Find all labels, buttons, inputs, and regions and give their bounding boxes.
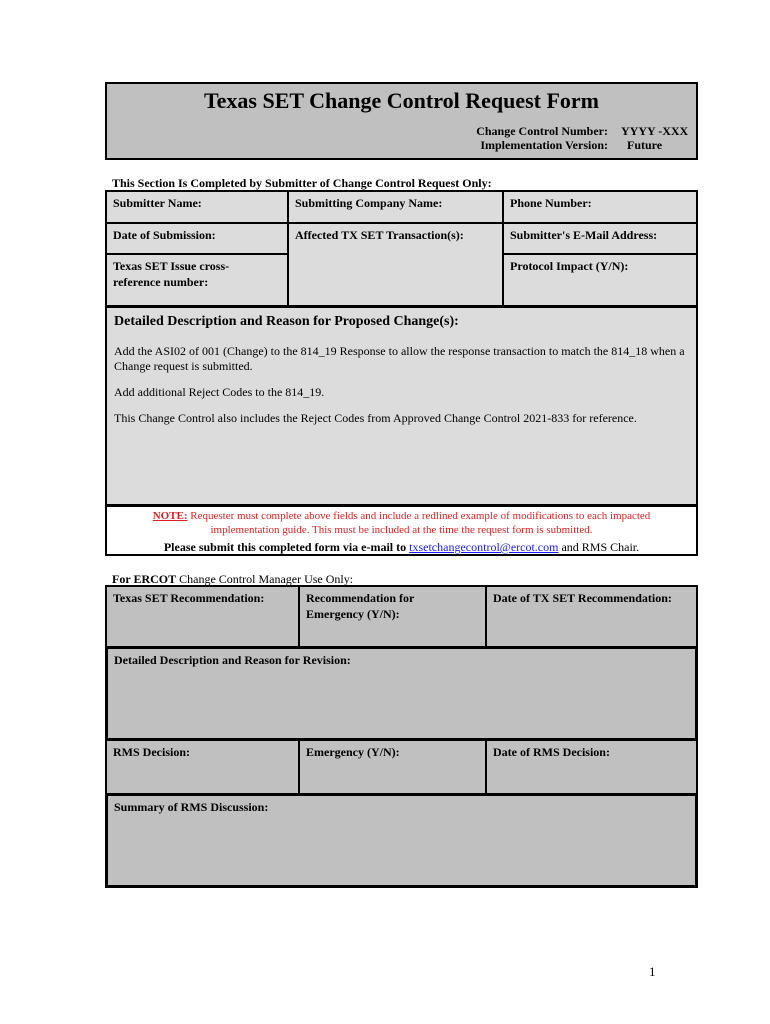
tx-set-recommendation-field[interactable] <box>106 586 299 647</box>
date-submission-field[interactable] <box>106 223 288 254</box>
email-address-field[interactable] <box>503 223 697 254</box>
affected-transactions-label: Affected TX SET Transaction(s): <box>295 228 464 242</box>
note-text <box>147 509 656 537</box>
protocol-impact-label: Protocol Impact (Y/N): <box>510 259 629 273</box>
section1-caption: This Section Is Completed by Submitter of Change Control Request Only: <box>112 176 492 190</box>
implementation-version-label: Implementation Version: <box>480 138 608 152</box>
revision-description-label: Detailed Description and Reason for Revision: <box>114 653 351 667</box>
note-label: NOTE: <box>152 510 188 522</box>
date-rms-decision-label: Date of RMS Decision: <box>493 745 610 759</box>
emergency-field[interactable] <box>299 740 486 794</box>
submit-email-link[interactable]: txsetchangecontrol@ercot.com <box>409 540 559 554</box>
page-number: 1 <box>649 964 656 979</box>
implementation-version-value: Future <box>627 138 663 152</box>
submit-instructions <box>107 540 696 555</box>
emergency-label: Emergency (Y/N): <box>306 745 400 759</box>
description-paragraph-3: This Change Control also includes the Reject Codes from Approved Change Control 2021-833 for reference. <box>114 411 637 425</box>
date-tx-set-recommendation-label: Date of TX SET Recommendation: <box>493 591 672 605</box>
change-control-number-value: YYYY -XXX <box>621 124 689 138</box>
rms-decision-field[interactable] <box>106 740 299 794</box>
section2-caption-rest: Change Control Manager Use Only: <box>176 572 354 586</box>
issue-xref-label: Texas SET Issue cross-reference number: <box>113 259 230 289</box>
date-tx-set-recommendation-field[interactable] <box>486 586 697 647</box>
issue-xref-field[interactable] <box>106 254 288 306</box>
rms-summary-label: Summary of RMS Discussion: <box>114 800 269 814</box>
note-box <box>105 506 698 556</box>
change-control-number-label: Change Control Number: <box>476 124 608 138</box>
rms-summary-field[interactable] <box>106 794 697 887</box>
description-paragraph-2: Add additional Reject Codes to the 814_19. <box>114 385 325 399</box>
change-description-box[interactable] <box>105 306 698 506</box>
form-header <box>105 82 698 160</box>
form-title: Texas SET Change Control Request Form <box>203 88 600 113</box>
section2-caption-bold: For ERCOT <box>112 572 177 586</box>
note-body: Requester must complete above fields and include a redlined example of modifications to each impacted implementation guide. This must be included at the time the request form is submitted. <box>187 510 651 536</box>
description-paragraph-1: Add the ASI02 of 001 (Change) to the 814_19 Response to allow the response transaction to match the 814_18 when a Change request is submitted. <box>114 344 685 373</box>
email-address-label: Submitter's E-Mail Address: <box>510 228 658 242</box>
submit-prefix: Please submit this completed form via e-mail to <box>163 540 410 554</box>
recommendation-emergency-field[interactable] <box>299 586 486 647</box>
change-description-heading: Detailed Description and Reason for Proposed Change(s): <box>114 314 459 329</box>
recommendation-emergency-label: Recommendation for Emergency (Y/N): <box>306 591 415 621</box>
phone-number-label: Phone Number: <box>510 196 592 210</box>
submit-suffix: and RMS Chair. <box>558 540 640 554</box>
phone-number-field[interactable] <box>503 191 697 223</box>
affected-transactions-field[interactable] <box>288 223 503 306</box>
date-submission-label: Date of Submission: <box>113 228 216 242</box>
date-rms-decision-field[interactable] <box>486 740 697 794</box>
tx-set-recommendation-label: Texas SET Recommendation: <box>113 591 265 605</box>
company-name-field[interactable] <box>288 191 503 223</box>
protocol-impact-field[interactable] <box>503 254 697 306</box>
company-name-label: Submitting Company Name: <box>295 196 443 210</box>
revision-description-field[interactable] <box>106 647 697 740</box>
submitter-name-label: Submitter Name: <box>113 196 202 210</box>
submitter-name-field[interactable] <box>106 191 288 223</box>
rms-decision-label: RMS Decision: <box>113 745 190 759</box>
